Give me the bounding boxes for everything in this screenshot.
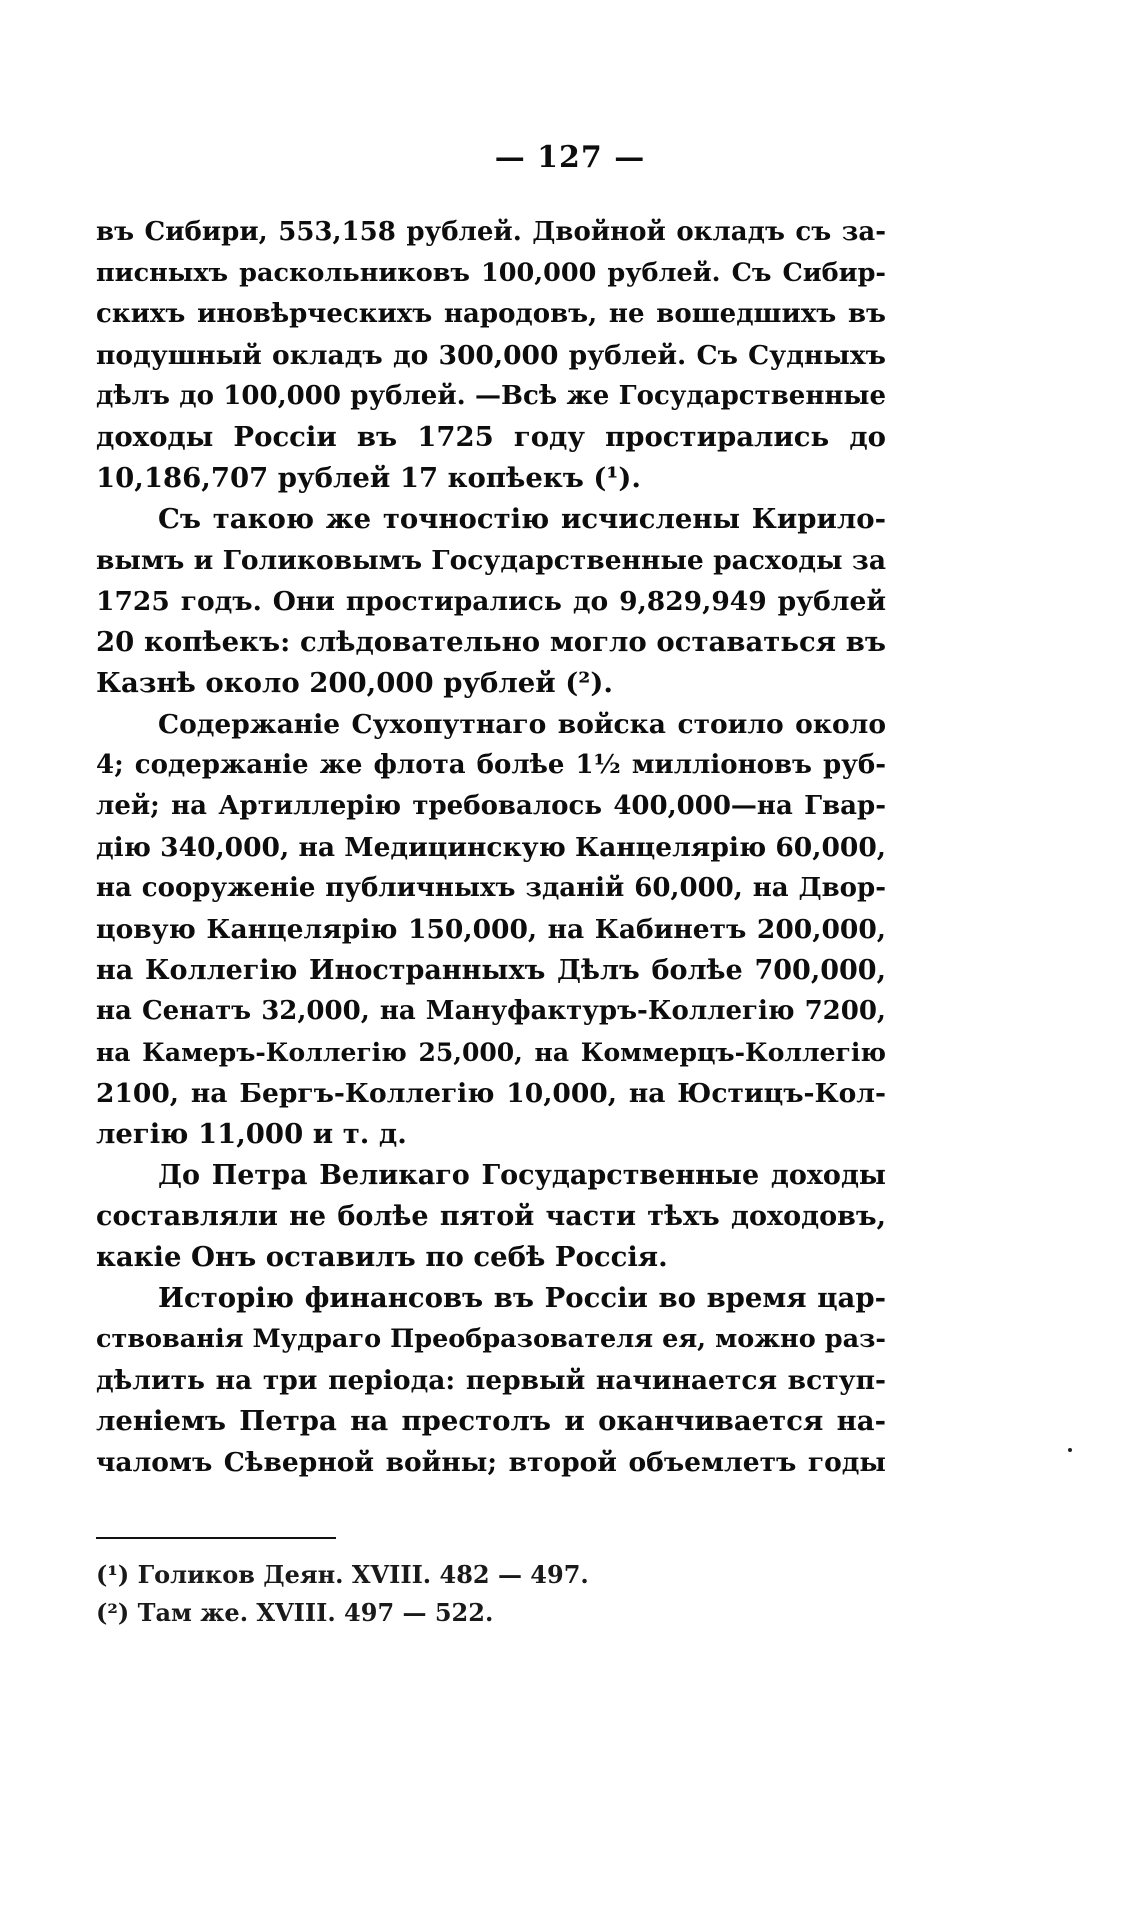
paragraph-start: Съ такою же точностію исчислены Кирило- <box>158 503 886 535</box>
print-speck <box>1068 1448 1072 1452</box>
text-line: на Коллегію Иностранныхъ Дѣлъ болѣе 700,000, <box>96 955 886 986</box>
footnote-2: (²) Там же. XVIII. 497 — 522. <box>96 1598 494 1627</box>
text-line: на сооруженіе публичныхъ зданій 60,000, на Двор- <box>96 873 886 903</box>
text-line: писныхъ раскольниковъ 100,000 рублей. Съ Сибир- <box>96 258 886 288</box>
text-line: на Сенатъ 32,000, на Мануфактуръ-Коллегію 7200, <box>96 996 886 1026</box>
text-line: цовую Канцелярію 150,000, на Кабинетъ 200,000, <box>96 914 886 945</box>
text-line: 1725 годъ. Они простирались до 9,829,949 рублей <box>96 586 886 617</box>
text-line: на Камеръ-Коллегію 25,000, на Коммерцъ-Коллегію <box>96 1038 886 1067</box>
text-line: чаломъ Сѣверной войны; второй объемлетъ годы <box>96 1447 886 1478</box>
text-line: ствованія Мудраго Преобразователя ея, можно раз- <box>96 1324 886 1354</box>
text-line: дію 340,000, на Медицинскую Канцелярію 60,000, <box>96 832 886 863</box>
text-line: дѣлить на три періода: первый начинается вступ- <box>96 1365 886 1396</box>
text-line: доходы Россіи въ 1725 году простирались до <box>96 421 886 453</box>
text-line: лей; на Артиллерію требовалось 400,000—на Гвар- <box>96 791 886 821</box>
paragraph-start: Содержаніе Сухопутнаго войска стоило около <box>158 709 886 740</box>
text-line: дѣлъ до 100,000 рублей. —Всѣ же Государственные <box>96 381 886 411</box>
text-line: Казнѣ около 200,000 рублей (²). <box>96 667 613 699</box>
body-text <box>96 212 886 1483</box>
text-line: легію 11,000 и т. д. <box>96 1118 407 1150</box>
page-number: — 127 — <box>494 140 646 175</box>
text-line: леніемъ Петра на престолъ и оканчивается на- <box>96 1405 886 1437</box>
text-line: 4; содержаніе же флота болѣе 1½ милліоновъ руб- <box>96 750 886 780</box>
text-line: 10,186,707 рублей 17 копѣекъ (¹). <box>96 462 642 494</box>
text-line: вымъ и Голиковымъ Государственные расходы за <box>96 545 886 576</box>
text-line: 2100, на Бергъ-Коллегію 10,000, на Юстицъ-Кол- <box>96 1078 886 1109</box>
text-line: 20 копѣекъ: слѣдовательно могло оставаться въ <box>96 626 886 658</box>
text-line: подушный окладъ до 300,000 рублей. Съ Судныхъ <box>96 340 886 371</box>
paragraph-start: До Петра Великаго Государственные доходы <box>158 1160 886 1191</box>
text-line: въ Сибири, 553,158 рублей. Двойной окладъ съ за- <box>96 217 886 247</box>
paragraph-start: Исторію финансовъ въ Россіи во время цар- <box>158 1282 886 1314</box>
footnote-1: (¹) Голиков Деян. XVIII. 482 — 497. <box>96 1560 589 1589</box>
footnotes <box>96 1556 796 1632</box>
text-line: какіе Онъ оставилъ по себѣ Россія. <box>96 1241 668 1273</box>
text-line: скихъ иновѣрческихъ народовъ, не вошедшихъ въ <box>96 299 886 329</box>
text-line: составляли не болѣе пятой части тѣхъ доходовъ, <box>96 1201 886 1232</box>
footnote-rule <box>96 1537 336 1539</box>
